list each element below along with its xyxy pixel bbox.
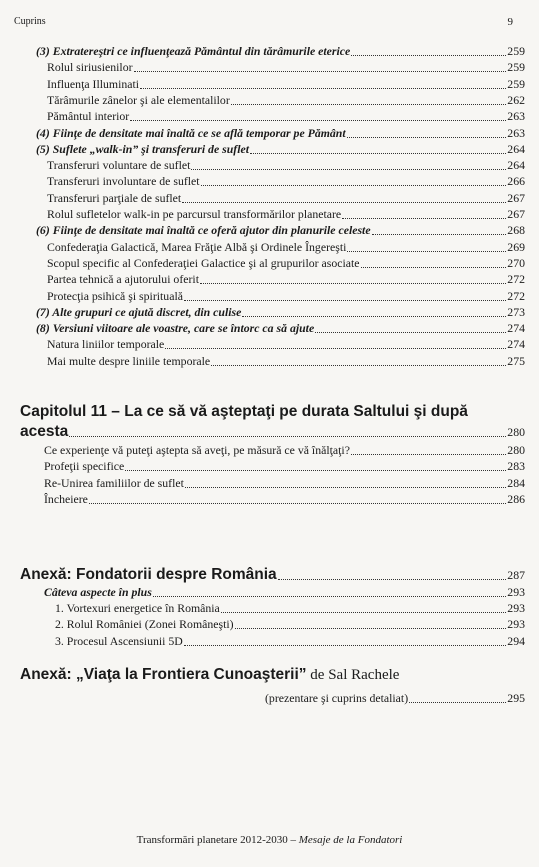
toc-entry-page: 273 <box>507 304 525 319</box>
leader-dots <box>182 201 506 203</box>
toc-entry[interactable] <box>47 174 525 189</box>
toc-entry[interactable] <box>44 476 525 491</box>
leader-dots <box>69 435 506 437</box>
toc-entry[interactable] <box>44 459 525 474</box>
toc-entry-title: Mai multe despre liniile temporale <box>47 353 211 368</box>
leader-dots <box>200 282 506 284</box>
toc-entry-title: (6) Fiinţe de densitate mai înaltă ce oferă ajutor din planurile celeste <box>36 223 371 238</box>
leader-dots <box>134 70 507 72</box>
annex2-title-line[interactable] <box>20 666 525 684</box>
toc-entry[interactable] <box>47 60 525 75</box>
toc-entry-page: 286 <box>507 491 525 506</box>
toc-entry-page: 267 <box>507 207 525 221</box>
toc-entry-title: Partea tehnică a ajutorului oferit <box>47 272 199 287</box>
leader-dots <box>242 315 506 317</box>
chapter11-page: 280 <box>507 425 525 439</box>
chapter11-title-line1[interactable]: Capitolul 11 – La ce să vă aşteptaţi pe durata Saltului şi după <box>20 403 468 420</box>
toc-entry[interactable] <box>47 337 525 352</box>
toc-entry-page: 264 <box>507 158 525 173</box>
toc-entry-title: Scopul specific al Confederaţiei Galactice şi al grupurilor asociate <box>47 255 360 270</box>
toc-entry-page: 266 <box>507 174 525 189</box>
footer-italic: Mesaje de la Fondatori <box>298 834 403 846</box>
toc-entry[interactable] <box>47 191 525 206</box>
toc-entry-title: Protecţia psihică şi spirituală <box>47 288 183 303</box>
leader-dots <box>130 119 506 121</box>
annex2-author: de Sal Rachele <box>306 667 400 683</box>
toc-entry-title: (3) Extratereştri ce influenţează Pământul din tărâmurile eterice <box>36 44 351 58</box>
leader-dots <box>250 152 506 154</box>
toc-entry-title: 2. Rolul României (Zonei Româneşti) <box>55 617 234 632</box>
leader-dots <box>184 299 506 301</box>
toc-entry-title: 1. Vortexuri energetice în România <box>55 601 220 615</box>
toc-entry-page: 280 <box>507 443 525 457</box>
leader-dots <box>315 331 506 333</box>
toc-entry[interactable] <box>47 240 525 255</box>
toc-entry-title: Confederaţia Galactică, Marea Frăţie Albă şi Ordinele Îngereşti <box>47 239 347 254</box>
toc-entry-title: Re-Unirea familiilor de suflet <box>44 475 184 490</box>
leader-dots <box>347 136 507 138</box>
toc-entry-title: (7) Alte grupuri ce ajută discret, din culise <box>36 304 242 319</box>
toc-entry-title: Transferuri parţiale de suflet <box>47 190 182 205</box>
leader-dots <box>347 250 506 252</box>
leader-dots <box>191 168 506 170</box>
toc-entry-page: 274 <box>507 321 525 336</box>
toc-entry[interactable] <box>47 77 525 92</box>
page-number: 9 <box>507 16 513 28</box>
annex2-detail-line[interactable] <box>265 691 525 706</box>
leader-dots <box>201 184 507 186</box>
leader-dots <box>89 502 506 504</box>
page-footer <box>0 834 539 846</box>
leader-dots <box>278 578 507 580</box>
toc-entry-title: Natura liniilor temporale <box>47 337 165 352</box>
toc-entry-title: Rolul siriusienilor <box>47 60 133 75</box>
toc-entry-page: 293 <box>507 601 525 615</box>
toc-entry[interactable] <box>47 207 525 222</box>
chapter11-title-line2[interactable] <box>20 423 525 441</box>
annex2-page: 295 <box>507 691 525 705</box>
toc-entry-page: 283 <box>507 459 525 474</box>
leader-dots <box>351 453 506 455</box>
running-header: Cuprins <box>14 16 46 27</box>
toc-entry[interactable] <box>55 617 525 632</box>
toc-entry[interactable] <box>47 109 525 124</box>
toc-entry[interactable] <box>47 354 525 369</box>
toc-entry-title: Tărâmurile zânelor şi ale elementalilor <box>47 92 230 107</box>
leader-dots <box>165 347 506 349</box>
annex1-sub-page: 293 <box>507 585 525 599</box>
toc-entry[interactable] <box>47 93 525 108</box>
toc-entry-page: 262 <box>507 92 525 107</box>
leader-dots <box>342 217 506 219</box>
toc-entry-page: 269 <box>507 239 525 254</box>
toc-entry[interactable] <box>47 158 525 173</box>
toc-entry-page: 263 <box>507 109 525 124</box>
toc-entry-page: 267 <box>507 190 525 205</box>
leader-dots <box>184 644 507 646</box>
toc-entry[interactable] <box>36 126 525 141</box>
leader-dots <box>185 486 506 488</box>
toc-entry[interactable] <box>44 443 525 458</box>
toc-entry-title: Influenţa Illuminati <box>47 76 140 91</box>
toc-entry-page: 259 <box>507 60 525 75</box>
annex1-entry[interactable] <box>20 566 525 584</box>
toc-entry-title: Ce experienţe vă puteţi aştepta să aveţi, pe măsură ce vă înălţaţi? <box>44 443 350 457</box>
toc-entry-page: 268 <box>507 223 525 238</box>
toc-entry-title: Transferuri voluntare de suflet <box>47 158 191 173</box>
leader-dots <box>211 364 506 366</box>
toc-entry-page: 270 <box>507 255 525 270</box>
leader-dots <box>221 611 507 613</box>
annex1-subheading[interactable] <box>44 585 525 600</box>
toc-entry[interactable] <box>36 44 525 59</box>
toc-entry-page: 263 <box>507 125 525 140</box>
toc-entry-title: (4) Fiinţe de densitate mai înaltă ce se află temporar pe Pământ <box>36 125 346 140</box>
toc-entry-title: (5) Suflete „walk-in” şi transferuri de suflet <box>36 141 250 156</box>
toc-entry[interactable] <box>47 289 525 304</box>
toc-entry[interactable] <box>36 305 525 320</box>
toc-entry-page: 264 <box>507 141 525 156</box>
annex2-detail: (prezentare şi cuprins detaliat) <box>265 691 409 705</box>
toc-entry[interactable] <box>55 634 525 649</box>
toc-entry[interactable] <box>55 601 525 616</box>
toc-entry-title: Profeţii specifice <box>44 459 125 474</box>
toc-entry-page: 294 <box>507 633 525 648</box>
leader-dots <box>231 103 507 105</box>
annex2-title: Anexă: „Viaţa la Frontiera Cunoaşterii” <box>20 666 307 683</box>
toc-entry-title: Încheiere <box>44 491 88 506</box>
toc-entry-title: (8) Versiuni viitoare ale voastre, care se întorc ca să ajute <box>36 321 315 336</box>
toc-entry-title: Pământul interior <box>47 109 130 124</box>
leader-dots <box>361 266 507 268</box>
leader-dots <box>372 233 507 235</box>
toc-entry-page: 259 <box>507 76 525 91</box>
toc-entry[interactable] <box>36 142 525 157</box>
toc-entry-page: 272 <box>507 272 525 287</box>
toc-entry[interactable] <box>47 256 525 271</box>
chapter11-title-cont: acesta <box>20 423 69 440</box>
toc-entry-title: 3. Procesul Ascensiunii 5D <box>55 633 183 648</box>
toc-entry[interactable] <box>36 223 525 238</box>
toc-entry[interactable] <box>47 272 525 287</box>
leader-dots <box>235 627 507 629</box>
toc-entry-page: 275 <box>507 353 525 368</box>
leader-dots <box>140 87 506 89</box>
leader-dots <box>409 701 506 703</box>
leader-dots <box>153 595 506 597</box>
footer-text: Transformări planetare 2012-2030 – <box>136 834 299 846</box>
leader-dots <box>351 54 506 56</box>
toc-entry[interactable] <box>44 492 525 507</box>
toc-entry[interactable] <box>36 321 525 336</box>
leader-dots <box>125 469 506 471</box>
toc-entry-page: 293 <box>507 617 525 632</box>
toc-entry-title: Rolul sufletelor walk-in pe parcursul transformărilor planetare <box>47 207 342 221</box>
toc-entry-page: 272 <box>507 288 525 303</box>
annex1-title: Anexă: Fondatorii despre România <box>20 566 277 583</box>
toc-entry-page: 259 <box>507 44 525 58</box>
toc-entry-title: Transferuri involuntare de suflet <box>47 174 200 189</box>
annex1-sub-title: Câteva aspecte în plus <box>44 585 152 599</box>
toc-entry-page: 284 <box>507 475 525 490</box>
toc-entry-page: 274 <box>507 337 525 352</box>
annex1-page: 287 <box>507 568 525 582</box>
